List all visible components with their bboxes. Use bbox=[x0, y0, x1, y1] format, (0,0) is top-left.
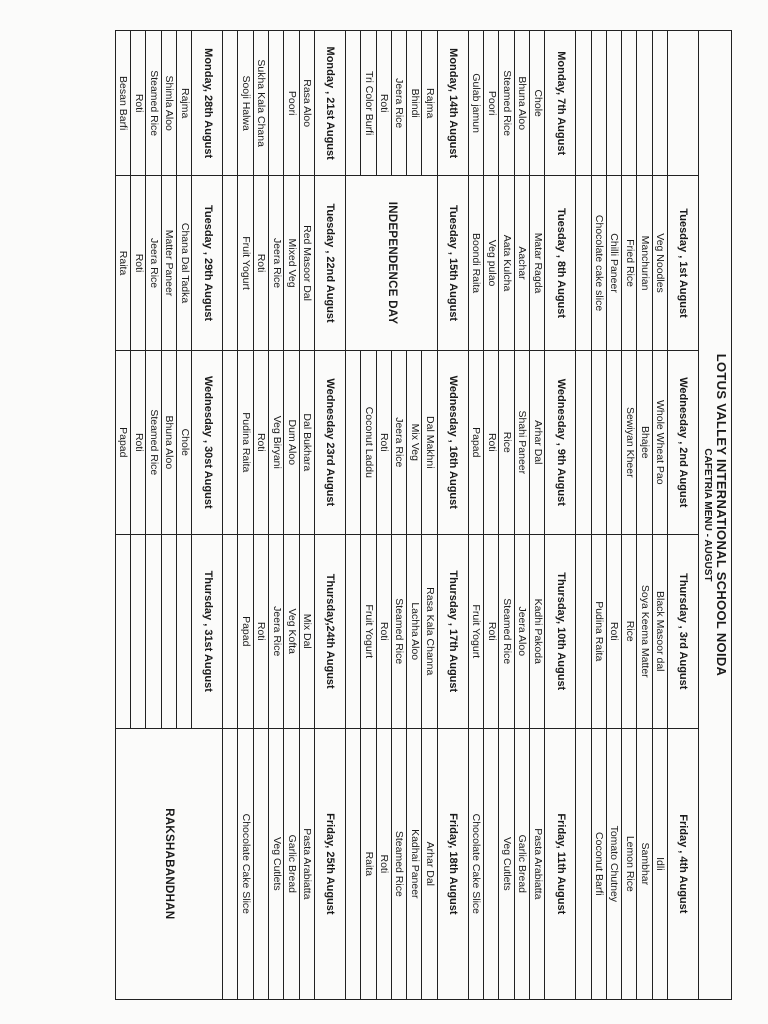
menu-item-cell: Red Masoor Dal bbox=[299, 176, 314, 350]
menu-item-cell: Roti bbox=[606, 534, 621, 728]
table-row bbox=[284, 31, 299, 1000]
menu-item-cell: Kadhi Pakoda bbox=[529, 534, 544, 728]
menu-item-cell bbox=[115, 534, 130, 728]
day-header: Tuesday , 22nd August bbox=[314, 176, 345, 350]
menu-item-cell bbox=[637, 31, 652, 176]
table-row bbox=[499, 31, 514, 1000]
menu-item-cell: Matar Ragda bbox=[529, 176, 544, 350]
menu-item-cell: Chocolate Cake Slice bbox=[238, 728, 253, 999]
week-header-row bbox=[545, 31, 576, 1000]
day-header: Thursday , 31st August bbox=[192, 534, 223, 728]
menu-item-cell bbox=[130, 534, 145, 728]
menu-table bbox=[115, 30, 699, 1000]
menu-item-cell bbox=[345, 350, 360, 534]
day-header: Tuesday , 15th August bbox=[437, 176, 468, 350]
menu-item-cell bbox=[223, 176, 238, 350]
menu-item-cell: Soya Keema Matter bbox=[637, 534, 652, 728]
menu-item-cell bbox=[606, 350, 621, 534]
week-header-row bbox=[437, 31, 468, 1000]
day-header bbox=[668, 31, 699, 176]
menu-item-cell: Jeera Rice bbox=[391, 31, 406, 176]
menu-item-cell: Sambhar bbox=[637, 728, 652, 999]
day-header: Tuesday , 8th August bbox=[545, 176, 576, 350]
menu-item-cell: Mix Veg bbox=[407, 350, 422, 534]
day-header: Tuesday , 29th August bbox=[192, 176, 223, 350]
menu-item-cell: Chole bbox=[176, 350, 191, 534]
menu-item-cell: Boondi Raita bbox=[468, 176, 483, 350]
menu-item-cell: Jeera Aloo bbox=[514, 534, 529, 728]
menu-item-cell: Papad bbox=[115, 350, 130, 534]
menu-item-cell bbox=[576, 728, 591, 999]
menu-item-cell bbox=[576, 534, 591, 728]
menu-item-cell: Veg Kofta bbox=[284, 534, 299, 728]
day-header: Wednesday , 9th August bbox=[545, 350, 576, 534]
menu-item-cell bbox=[576, 350, 591, 534]
title-bar bbox=[699, 30, 732, 1000]
menu-item-cell: Mix Dal bbox=[299, 534, 314, 728]
menu-item-cell: Lemon Rice bbox=[622, 728, 637, 999]
menu-item-cell: Rasa Kala Channa bbox=[422, 534, 437, 728]
menu-item-cell: Roti bbox=[484, 350, 499, 534]
day-header: Thursday , 17th August bbox=[437, 534, 468, 728]
menu-item-cell: Raita bbox=[361, 728, 376, 999]
menu-item-cell: Gulab jamun bbox=[468, 31, 483, 176]
day-header: Thursday, 10th August bbox=[545, 534, 576, 728]
menu-item-cell: Steamed Rice bbox=[391, 534, 406, 728]
day-header: Wednesday 23rd August bbox=[314, 350, 345, 534]
menu-item-cell: Matter Paneer bbox=[161, 176, 176, 350]
menu-item-cell bbox=[223, 728, 238, 999]
menu-item-cell: Tri Color Burfi bbox=[361, 31, 376, 176]
table-row bbox=[422, 31, 437, 1000]
menu-item-cell: Aachar bbox=[514, 176, 529, 350]
menu-item-cell: Jeera Rice bbox=[269, 534, 284, 728]
menu-item-cell bbox=[576, 176, 591, 350]
menu-item-cell: Pasta Arabiatta bbox=[299, 728, 314, 999]
menu-item-cell: Roti bbox=[376, 350, 391, 534]
menu-item-cell: Coconut Barfi bbox=[591, 728, 606, 999]
day-header: Thursday,24th August bbox=[314, 534, 345, 728]
table-row bbox=[576, 31, 591, 1000]
menu-item-cell bbox=[223, 534, 238, 728]
menu-item-cell: Roti bbox=[253, 350, 268, 534]
day-header: Friday, 18th August bbox=[437, 728, 468, 999]
menu-item-cell: Sooji Halwa bbox=[238, 31, 253, 176]
table-row bbox=[299, 31, 314, 1000]
menu-item-cell bbox=[484, 728, 499, 999]
menu-item-cell bbox=[576, 31, 591, 176]
table-row bbox=[591, 31, 606, 1000]
menu-item-cell: Rasa Aloo bbox=[299, 31, 314, 176]
menu-item-cell: Fruit Yogurt bbox=[468, 534, 483, 728]
menu-item-cell: Sewiyan Kheer bbox=[622, 350, 637, 534]
menu-item-cell: Chole bbox=[529, 31, 544, 176]
day-header: Wednesday , 2nd August bbox=[668, 350, 699, 534]
school-title: LOTUS VALLEY INTERNATIONAL SCHOOL NOIDA bbox=[714, 353, 729, 677]
menu-item-cell: Chocolate Cake Slice bbox=[468, 728, 483, 999]
menu-item-cell: Chilli Paneer bbox=[606, 176, 621, 350]
menu-item-cell: Roti bbox=[130, 350, 145, 534]
menu-item-cell bbox=[269, 31, 284, 176]
menu-item-cell: Bhuna Aloo bbox=[514, 31, 529, 176]
menu-item-cell: Dum Aloo bbox=[284, 350, 299, 534]
menu-item-cell: Veg Cutlets bbox=[269, 728, 284, 999]
menu-item-cell: Poori bbox=[284, 31, 299, 176]
table-row bbox=[484, 31, 499, 1000]
table-row bbox=[514, 31, 529, 1000]
menu-item-cell: Jeera Rice bbox=[146, 176, 161, 350]
menu-item-cell bbox=[591, 31, 606, 176]
menu-item-cell: Garlic Bread bbox=[514, 728, 529, 999]
table-row bbox=[468, 31, 483, 1000]
menu-item-cell: Veg Cutlets bbox=[499, 728, 514, 999]
menu-item-cell: Steamed Rice bbox=[146, 31, 161, 176]
table-row bbox=[606, 31, 621, 1000]
menu-item-cell: Shimla Aloo bbox=[161, 31, 176, 176]
menu-item-cell: Papad bbox=[468, 350, 483, 534]
menu-item-cell: Garlic Bread bbox=[284, 728, 299, 999]
menu-item-cell bbox=[622, 31, 637, 176]
table-row bbox=[622, 31, 637, 1000]
menu-item-cell bbox=[223, 350, 238, 534]
table-row bbox=[269, 31, 284, 1000]
menu-item-cell: Arhar Dal bbox=[529, 350, 544, 534]
table-row bbox=[652, 31, 667, 1000]
menu-item-cell: Idli bbox=[652, 728, 667, 999]
menu-item-cell: Roti bbox=[130, 31, 145, 176]
day-header: Tuesday , 1st August bbox=[668, 176, 699, 350]
menu-item-cell bbox=[176, 534, 191, 728]
menu-item-cell: Pasta Arabiatta bbox=[529, 728, 544, 999]
menu-item-cell: Chana Dal Tadka bbox=[176, 176, 191, 350]
menu-item-cell bbox=[161, 534, 176, 728]
menu-item-cell: Arhar Dal bbox=[422, 728, 437, 999]
week-header-row bbox=[668, 31, 699, 1000]
menu-item-cell: Steamed Rice bbox=[499, 31, 514, 176]
menu-item-cell: Raita bbox=[115, 176, 130, 350]
menu-item-cell: Black Masoor dal bbox=[652, 534, 667, 728]
menu-item-cell: Steamed Rice bbox=[499, 534, 514, 728]
menu-item-cell: Fruit Yogurt bbox=[361, 534, 376, 728]
menu-item-cell: Dal Bukhara bbox=[299, 350, 314, 534]
table-row bbox=[253, 31, 268, 1000]
menu-item-cell: Roti bbox=[376, 31, 391, 176]
day-header: Friday, 25th August bbox=[314, 728, 345, 999]
menu-item-cell: Mixed Veg bbox=[284, 176, 299, 350]
menu-item-cell: Sukha Kala Chana bbox=[253, 31, 268, 176]
menu-item-cell: Rajma bbox=[422, 31, 437, 176]
menu-item-cell: Besan Barfi bbox=[115, 31, 130, 176]
day-header: Wednesday , 16th August bbox=[437, 350, 468, 534]
menu-item-cell: Rice bbox=[622, 534, 637, 728]
menu-item-cell bbox=[606, 31, 621, 176]
week-header-row bbox=[192, 31, 223, 1000]
menu-item-cell: Steamed Rice bbox=[146, 350, 161, 534]
menu-item-cell: Shahi Paneer bbox=[514, 350, 529, 534]
menu-item-cell: Manchurian bbox=[637, 176, 652, 350]
menu-item-cell: Papad bbox=[238, 534, 253, 728]
menu-item-cell: Lachha Aloo bbox=[407, 534, 422, 728]
menu-item-cell: Roti bbox=[253, 176, 268, 350]
menu-item-cell: Poori bbox=[484, 31, 499, 176]
menu-item-cell: Fried Rice bbox=[622, 176, 637, 350]
menu-item-cell: Whole Wheat Pao bbox=[652, 350, 667, 534]
day-header: Thursday , 3rd August bbox=[668, 534, 699, 728]
menu-item-cell: Veg pulao bbox=[484, 176, 499, 350]
table-row bbox=[223, 31, 238, 1000]
menu-item-cell: Roti bbox=[253, 534, 268, 728]
menu-item-cell: Roti bbox=[130, 176, 145, 350]
table-row bbox=[238, 31, 253, 1000]
day-header: Friday, 11th August bbox=[545, 728, 576, 999]
menu-item-cell: Dal Makhni bbox=[422, 350, 437, 534]
menu-item-cell: Rajma bbox=[176, 31, 191, 176]
menu-item-cell bbox=[345, 31, 360, 176]
day-header: Monday, 28th August bbox=[192, 31, 223, 176]
menu-item-cell bbox=[591, 350, 606, 534]
menu-item-cell bbox=[253, 728, 268, 999]
menu-subtitle: CAFETRIA MENU - AUGUST bbox=[702, 448, 713, 582]
menu-item-cell bbox=[652, 31, 667, 176]
menu-item-cell: Fruit Yogurt bbox=[238, 176, 253, 350]
menu-item-cell: Steamed Rice bbox=[391, 728, 406, 999]
menu-item-cell: Jeera Rice bbox=[391, 350, 406, 534]
menu-item-cell: Bhajee bbox=[637, 350, 652, 534]
menu-item-cell: Pudina Raita bbox=[238, 350, 253, 534]
menu-item-cell: Rice bbox=[499, 350, 514, 534]
day-header: Monday, 14th August bbox=[437, 31, 468, 176]
table-row bbox=[637, 31, 652, 1000]
menu-body bbox=[115, 31, 698, 1000]
menu-item-cell: Aata Kulcha bbox=[499, 176, 514, 350]
menu-item-cell: Jeera Rice bbox=[269, 176, 284, 350]
menu-item-cell bbox=[345, 534, 360, 728]
holiday-note: INDEPENDENCE DAY bbox=[345, 176, 437, 350]
menu-item-cell bbox=[223, 31, 238, 176]
menu-item-cell: Roti bbox=[376, 728, 391, 999]
menu-item-cell: Veg Noodles bbox=[652, 176, 667, 350]
menu-item-cell: Bhuna Aloo bbox=[161, 350, 176, 534]
menu-item-cell: Coconut Laddu bbox=[361, 350, 376, 534]
holiday-note: RAKSHABANDHAN bbox=[115, 728, 222, 999]
menu-item-cell bbox=[345, 728, 360, 999]
menu-item-cell: Kadhai Paneer bbox=[407, 728, 422, 999]
week-header-row bbox=[314, 31, 345, 1000]
menu-item-cell: Bhindi bbox=[407, 31, 422, 176]
menu-item-cell: Roti bbox=[484, 534, 499, 728]
day-header: Wednesday , 30st August bbox=[192, 350, 223, 534]
day-header: Monday , 21st August bbox=[314, 31, 345, 176]
menu-item-cell: Veg Biryani bbox=[269, 350, 284, 534]
table-row bbox=[529, 31, 544, 1000]
menu-item-cell bbox=[146, 534, 161, 728]
day-header: Monday, 7th August bbox=[545, 31, 576, 176]
day-header: Friday , 4th August bbox=[668, 728, 699, 999]
menu-item-cell: Tomato Chutney bbox=[606, 728, 621, 999]
menu-item-cell: Pudina Raita bbox=[591, 534, 606, 728]
menu-item-cell: Roti bbox=[376, 534, 391, 728]
menu-item-cell: Chocolate cake slice bbox=[591, 176, 606, 350]
